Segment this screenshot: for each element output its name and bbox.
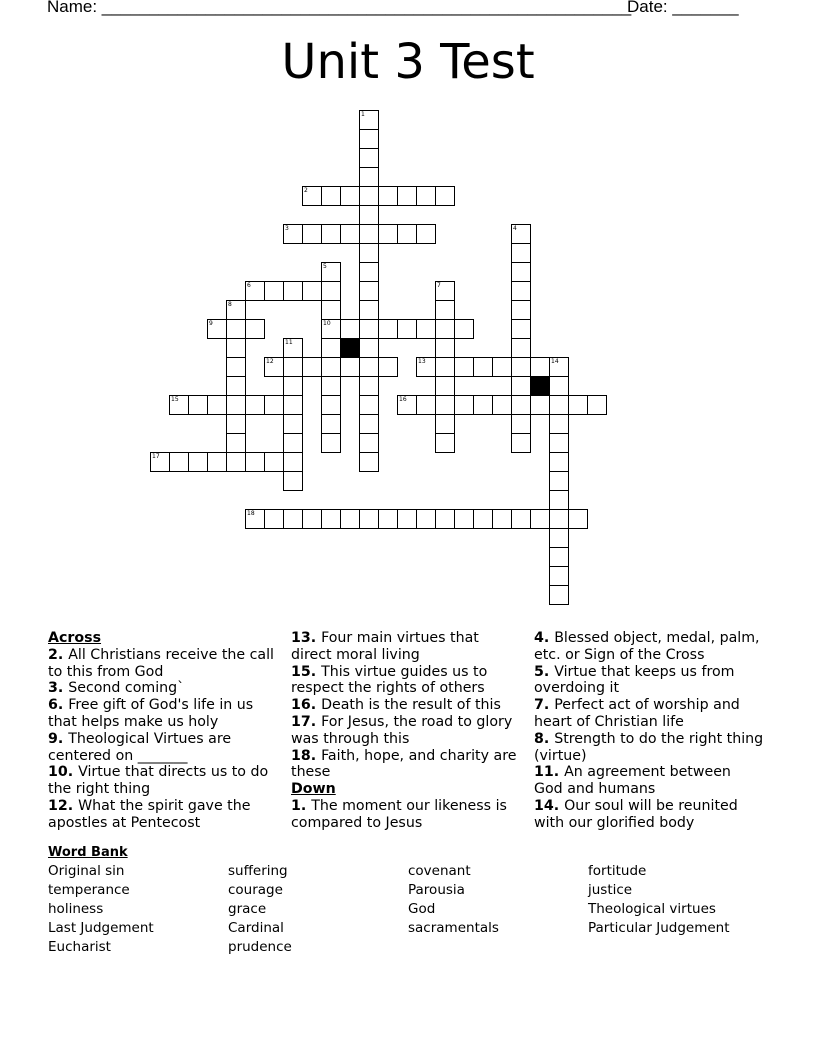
answer-cell[interactable]: [511, 433, 531, 453]
word-bank-column: [48, 862, 154, 957]
clue-number: 14.: [534, 797, 565, 814]
answer-cell[interactable]: [416, 357, 436, 377]
clue-text: Four main virtues that direct moral living: [291, 630, 479, 663]
answer-cell[interactable]: [416, 186, 436, 206]
answer-cell[interactable]: [321, 509, 341, 529]
answer-cell[interactable]: [283, 414, 303, 434]
clue-number: 16.: [291, 697, 322, 714]
clue-text: Death is the result of this: [321, 697, 501, 714]
answer-cell[interactable]: [359, 129, 379, 149]
clue-number: 10.: [48, 764, 79, 781]
answer-cell[interactable]: [549, 414, 569, 434]
across-clue: [291, 748, 521, 782]
clue-number: 4.: [534, 630, 555, 646]
word-bank-column: [588, 862, 730, 938]
answer-cell[interactable]: [302, 281, 322, 301]
answer-cell[interactable]: [511, 414, 531, 434]
clue-number: 8.: [534, 730, 555, 747]
answer-cell[interactable]: [378, 319, 398, 339]
answer-cell[interactable]: [549, 395, 569, 415]
answer-cell[interactable]: [511, 262, 531, 282]
answer-cell[interactable]: [568, 509, 588, 529]
down-clue: [534, 697, 764, 731]
answer-cell[interactable]: [473, 395, 493, 415]
answer-cell[interactable]: [340, 357, 360, 377]
answer-cell[interactable]: [511, 357, 531, 377]
answer-cell[interactable]: [226, 300, 246, 320]
clue-text: All Christians receive the call to this from God: [48, 646, 274, 680]
answer-cell[interactable]: [549, 566, 569, 586]
answer-cell[interactable]: [359, 376, 379, 396]
answer-cell[interactable]: [321, 186, 341, 206]
answer-cell[interactable]: [435, 300, 455, 320]
answer-cell[interactable]: [283, 281, 303, 301]
across-heading: Across: [48, 630, 102, 646]
answer-cell[interactable]: [359, 205, 379, 225]
answer-cell[interactable]: [378, 509, 398, 529]
clue-text: This virtue guides us to respect the rights of others: [291, 663, 488, 697]
answer-cell[interactable]: [321, 319, 341, 339]
down-clue: [534, 731, 764, 765]
answer-cell[interactable]: [454, 357, 474, 377]
answer-cell[interactable]: [302, 186, 322, 206]
answer-cell[interactable]: [283, 395, 303, 415]
answer-cell[interactable]: [549, 433, 569, 453]
across-clue: [291, 664, 521, 698]
answer-cell[interactable]: [473, 509, 493, 529]
clue-number: 12: [266, 358, 274, 365]
answer-cell[interactable]: [340, 319, 360, 339]
down-clue: [291, 798, 521, 832]
down-clue: [534, 664, 764, 698]
clues-column-3: [534, 630, 764, 832]
clue-number: 1: [361, 111, 365, 118]
clue-number: 9: [209, 320, 213, 327]
clue-text: Faith, hope, and charity are these: [291, 747, 517, 781]
clue-number: 18: [247, 510, 255, 517]
answer-cell[interactable]: [435, 433, 455, 453]
word-bank-word: covenant: [408, 863, 471, 879]
word-bank-word: courage: [228, 882, 283, 898]
answer-cell[interactable]: [169, 395, 189, 415]
clue-number: 11: [285, 339, 293, 346]
answer-cell[interactable]: [359, 395, 379, 415]
answer-cell[interactable]: [397, 319, 417, 339]
across-clue: [291, 697, 521, 714]
answer-cell[interactable]: [226, 376, 246, 396]
word-bank-word: fortitude: [588, 863, 647, 879]
clues-column-2: [291, 630, 521, 832]
answer-cell[interactable]: [359, 148, 379, 168]
word-bank-column: [408, 862, 499, 938]
word-bank-word: Eucharist: [48, 939, 111, 955]
down-clue: [534, 798, 764, 832]
answer-cell[interactable]: [454, 319, 474, 339]
answer-cell[interactable]: [359, 319, 379, 339]
answer-cell[interactable]: [226, 357, 246, 377]
clue-number: 13.: [291, 630, 322, 646]
across-clue: [48, 731, 278, 765]
answer-cell[interactable]: [283, 224, 303, 244]
clue-number: 3.: [48, 680, 69, 697]
answer-cell[interactable]: [245, 509, 265, 529]
answer-cell[interactable]: [568, 395, 588, 415]
clue-number: 12.: [48, 797, 79, 814]
clue-number: 15.: [291, 663, 322, 680]
answer-cell[interactable]: [435, 395, 455, 415]
answer-cell[interactable]: [321, 338, 341, 358]
answer-cell[interactable]: [283, 376, 303, 396]
answer-cell[interactable]: [321, 433, 341, 453]
word-bank-word: Original sin: [48, 863, 125, 879]
answer-cell[interactable]: [264, 281, 284, 301]
clue-text: Virtue that keeps us from overdoing it: [534, 663, 735, 697]
answer-cell[interactable]: [321, 376, 341, 396]
answer-cell[interactable]: [169, 452, 189, 472]
answer-cell[interactable]: [511, 300, 531, 320]
answer-cell[interactable]: [359, 509, 379, 529]
answer-cell[interactable]: [302, 357, 322, 377]
answer-cell[interactable]: [226, 395, 246, 415]
answer-cell[interactable]: [321, 357, 341, 377]
across-clue: [48, 798, 278, 832]
answer-cell[interactable]: [321, 262, 341, 282]
answer-cell[interactable]: [416, 509, 436, 529]
clue-number: 11.: [534, 764, 565, 781]
clue-text: Blessed object, medal, palm, etc. or Sign of the Cross: [534, 630, 760, 663]
answer-cell[interactable]: [549, 452, 569, 472]
answer-cell[interactable]: [226, 452, 246, 472]
answer-cell[interactable]: [321, 300, 341, 320]
across-clues-column: [48, 630, 278, 832]
answer-cell[interactable]: [359, 452, 379, 472]
black-cell: [530, 376, 550, 396]
answer-cell[interactable]: [378, 224, 398, 244]
answer-cell[interactable]: [473, 357, 493, 377]
clue-text: What the spirit gave the apostles at Pentecost: [48, 797, 251, 831]
answer-cell[interactable]: [435, 357, 455, 377]
clue-text: Strength to do the right thing (virtue): [534, 730, 764, 764]
across-clue: [48, 680, 278, 697]
answer-cell[interactable]: [549, 471, 569, 491]
answer-cell[interactable]: [321, 414, 341, 434]
answer-cell[interactable]: [207, 319, 227, 339]
answer-cell[interactable]: [359, 110, 379, 130]
answer-cell[interactable]: [283, 471, 303, 491]
answer-cell[interactable]: [302, 224, 322, 244]
answer-cell[interactable]: [359, 300, 379, 320]
clue-text: The moment our likeness is compared to Jesus: [291, 797, 507, 831]
answer-cell[interactable]: [283, 338, 303, 358]
answer-cell[interactable]: [397, 395, 417, 415]
answer-cell[interactable]: [530, 357, 550, 377]
answer-cell[interactable]: [397, 509, 417, 529]
answer-cell[interactable]: [340, 224, 360, 244]
word-bank-word: temperance: [48, 882, 130, 898]
answer-cell[interactable]: [245, 281, 265, 301]
answer-cell[interactable]: [492, 357, 512, 377]
answer-cell[interactable]: [587, 395, 607, 415]
answer-cell[interactable]: [378, 186, 398, 206]
across-clue: [48, 697, 278, 731]
clue-number: 18.: [291, 747, 322, 764]
word-bank-word: Parousia: [408, 882, 465, 898]
word-bank-word: Last Judgement: [48, 920, 154, 936]
answer-cell[interactable]: [511, 338, 531, 358]
answer-cell[interactable]: [492, 509, 512, 529]
answer-cell[interactable]: [511, 395, 531, 415]
answer-cell[interactable]: [226, 433, 246, 453]
clue-number: 16: [399, 396, 407, 403]
answer-cell[interactable]: [549, 528, 569, 548]
answer-cell[interactable]: [549, 376, 569, 396]
answer-cell[interactable]: [302, 509, 322, 529]
clue-number: 14: [551, 358, 559, 365]
word-bank-word: justice: [588, 882, 633, 898]
clue-number: 13: [418, 358, 426, 365]
answer-cell[interactable]: [340, 509, 360, 529]
clue-number: 2.: [48, 646, 69, 663]
answer-cell[interactable]: [245, 452, 265, 472]
answer-cell[interactable]: [549, 585, 569, 605]
answer-cell[interactable]: [264, 395, 284, 415]
answer-cell[interactable]: [511, 376, 531, 396]
answer-cell[interactable]: [321, 224, 341, 244]
answer-cell[interactable]: [549, 357, 569, 377]
clue-number: 17: [152, 453, 160, 460]
answer-cell[interactable]: [359, 167, 379, 187]
down-clue: [534, 630, 764, 664]
answer-cell[interactable]: [530, 509, 550, 529]
answer-cell[interactable]: [549, 490, 569, 510]
clue-number: 15: [171, 396, 179, 403]
clue-number: 4: [513, 225, 517, 232]
answer-cell[interactable]: [359, 186, 379, 206]
clue-number: 3: [285, 225, 289, 232]
clue-number: 5.: [534, 663, 555, 680]
clue-text: Second coming`: [68, 680, 185, 697]
answer-cell[interactable]: [359, 433, 379, 453]
answer-cell[interactable]: [245, 319, 265, 339]
down-clue: [534, 764, 764, 798]
answer-cell[interactable]: [454, 509, 474, 529]
name-field-label: Name: ________________________________________________________: [47, 0, 632, 16]
black-cell: [340, 338, 360, 358]
answer-cell[interactable]: [435, 509, 455, 529]
clue-number: 17.: [291, 713, 322, 730]
down-heading: Down: [291, 781, 336, 798]
answer-cell[interactable]: [435, 319, 455, 339]
answer-cell[interactable]: [150, 452, 170, 472]
answer-cell[interactable]: [454, 395, 474, 415]
clue-number: 5: [323, 263, 327, 270]
clue-number: 6: [247, 282, 251, 289]
answer-cell[interactable]: [435, 376, 455, 396]
answer-cell[interactable]: [397, 224, 417, 244]
answer-cell[interactable]: [511, 281, 531, 301]
answer-cell[interactable]: [416, 224, 436, 244]
answer-cell[interactable]: [188, 395, 208, 415]
word-bank-word: God: [408, 901, 436, 917]
word-bank-column: [228, 862, 292, 957]
answer-cell[interactable]: [359, 243, 379, 263]
clue-number: 7.: [534, 697, 555, 714]
answer-cell[interactable]: [549, 509, 569, 529]
word-bank-word: Cardinal: [228, 920, 284, 936]
answer-cell[interactable]: [359, 338, 379, 358]
answer-cell[interactable]: [435, 338, 455, 358]
answer-cell[interactable]: [340, 186, 360, 206]
page-title: Unit 3 Test: [281, 34, 535, 90]
clue-number: 6.: [48, 697, 69, 714]
answer-cell[interactable]: [264, 357, 284, 377]
answer-cell[interactable]: [226, 414, 246, 434]
answer-cell[interactable]: [378, 357, 398, 377]
clue-number: 10: [323, 320, 331, 327]
word-bank-word: prudence: [228, 939, 292, 955]
answer-cell[interactable]: [188, 452, 208, 472]
clue-number: 9.: [48, 730, 69, 747]
answer-cell[interactable]: [511, 224, 531, 244]
clue-text: An agreement between God and humans: [534, 764, 731, 798]
answer-cell[interactable]: [283, 509, 303, 529]
answer-cell[interactable]: [283, 452, 303, 472]
clue-text: Free gift of God's life in us that helps make us holy: [48, 697, 254, 730]
across-clue: [48, 647, 278, 681]
word-bank-word: grace: [228, 901, 267, 917]
answer-cell[interactable]: [207, 395, 227, 415]
word-bank-word: sacramentals: [408, 920, 499, 936]
answer-cell[interactable]: [321, 281, 341, 301]
word-bank-word: Theological virtues: [588, 901, 716, 917]
answer-cell[interactable]: [511, 243, 531, 263]
clue-number: 2: [304, 187, 308, 194]
clue-number: 8: [228, 301, 232, 308]
word-bank-word: holiness: [48, 901, 104, 917]
answer-cell[interactable]: [264, 509, 284, 529]
answer-cell[interactable]: [492, 395, 512, 415]
answer-cell[interactable]: [530, 395, 550, 415]
across-clue: [291, 630, 521, 664]
answer-cell[interactable]: [397, 186, 417, 206]
answer-cell[interactable]: [226, 338, 246, 358]
word-bank-word: Particular Judgement: [588, 920, 730, 936]
answer-cell[interactable]: [359, 414, 379, 434]
across-clue: [291, 714, 521, 748]
clue-number: 7: [437, 282, 441, 289]
answer-cell[interactable]: [207, 452, 227, 472]
answer-cell[interactable]: [359, 224, 379, 244]
answer-cell[interactable]: [359, 357, 379, 377]
answer-cell[interactable]: [283, 357, 303, 377]
answer-cell[interactable]: [359, 281, 379, 301]
answer-cell[interactable]: [416, 395, 436, 415]
answer-cell[interactable]: [511, 509, 531, 529]
clue-text: Perfect act of worship and heart of Christian life: [534, 697, 740, 730]
answer-cell[interactable]: [283, 433, 303, 453]
word-bank-word: suffering: [228, 863, 288, 879]
answer-cell[interactable]: [435, 414, 455, 434]
across-clue: [48, 764, 278, 798]
answer-cell[interactable]: [435, 281, 455, 301]
answer-cell[interactable]: [245, 395, 265, 415]
answer-cell[interactable]: [416, 319, 436, 339]
answer-cell[interactable]: [435, 186, 455, 206]
answer-cell[interactable]: [264, 452, 284, 472]
answer-cell[interactable]: [511, 319, 531, 339]
clue-text: Virtue that directs us to do the right thing: [48, 764, 269, 798]
clue-text: Our soul will be reunited with our glorified body: [534, 797, 738, 831]
word-bank-heading: Word Bank: [48, 845, 128, 860]
answer-cell[interactable]: [359, 262, 379, 282]
clue-text: For Jesus, the road to glory was through this: [291, 713, 513, 747]
date-field-label: Date: _______: [627, 0, 739, 16]
answer-cell[interactable]: [321, 395, 341, 415]
answer-cell[interactable]: [549, 547, 569, 567]
clue-number: 1.: [291, 797, 312, 814]
answer-cell[interactable]: [226, 319, 246, 339]
clue-text: Theological Virtues are centered on _______: [48, 730, 232, 764]
